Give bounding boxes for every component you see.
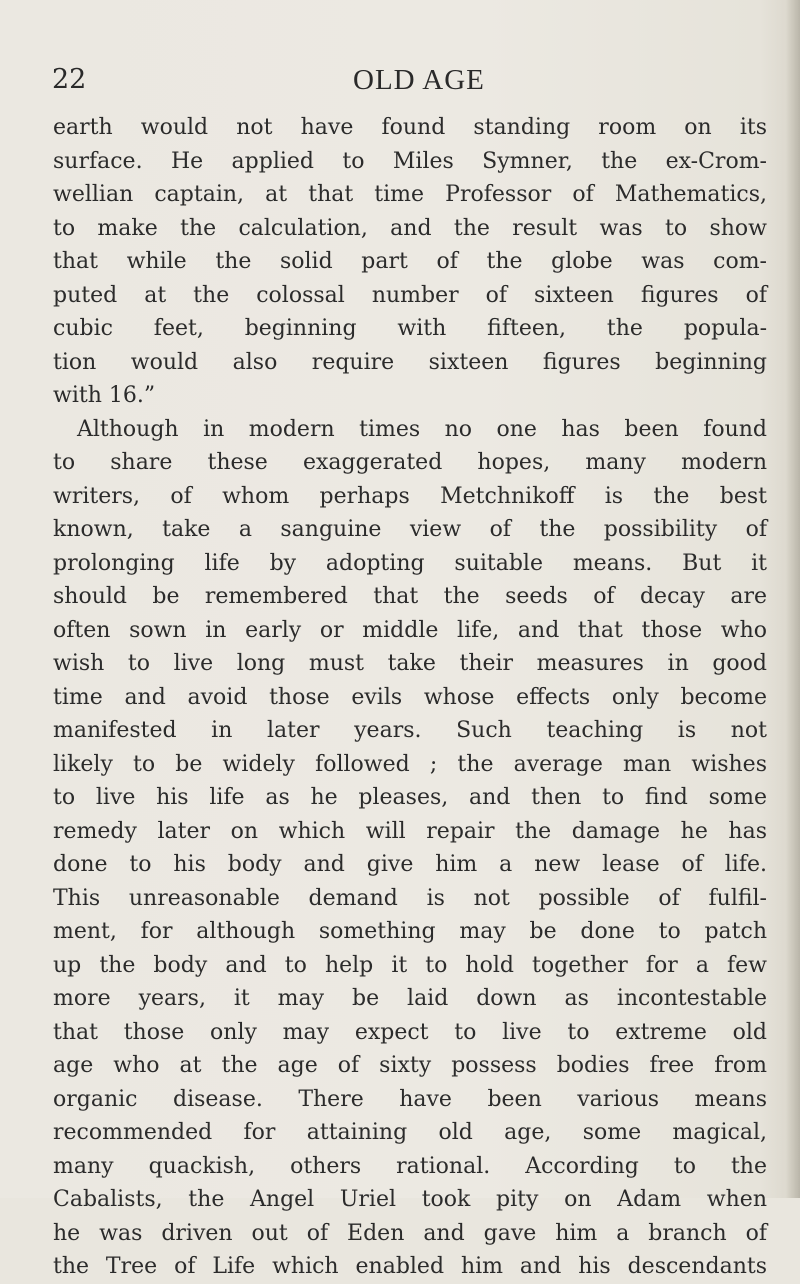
text-line: up the body and to help it to hold together for a few (53, 952, 767, 978)
text-line: wellian captain, at that time Professor of Mathematics, (53, 182, 767, 207)
text-line: many quackish, others rational. According to the (53, 1153, 767, 1179)
running-head: OLD AGE (353, 64, 485, 96)
text-line: surface. He applied to Miles Symner, the ex-Crom- (53, 148, 767, 174)
text-line: known, take a sanguine view of the possibility of (53, 517, 767, 542)
text-line: tion would also require sixteen figures beginning (53, 349, 767, 375)
text-line: to live his life as he pleases, and then to find some (53, 785, 767, 810)
text-line: he was driven out of Eden and gave him a branch of (53, 1220, 767, 1246)
text-line: that those only may expect to live to extreme old (53, 1019, 767, 1045)
body-text (53, 111, 767, 1284)
text-line: more years, it may be laid down as incontestable (53, 986, 767, 1011)
text-line: done to his body and give him a new lease of life. (53, 852, 767, 877)
text-line: often sown in early or middle life, and that those who (53, 617, 767, 643)
text-line: writers, of whom perhaps Metchnikoff is the best (53, 483, 767, 509)
text-line: prolonging life by adopting suitable means. But it (53, 550, 767, 576)
page-edge-shadow (786, 0, 800, 1198)
text-line: to make the calculation, and the result was to show (53, 215, 767, 241)
text-line: earth would not have found standing room on its (53, 115, 767, 140)
text-line: to share these exaggerated hopes, many modern (53, 450, 767, 475)
text-line: manifested in later years. Such teaching is not (53, 718, 767, 743)
text-line: likely to be widely followed ; the average man wishes (53, 751, 767, 777)
text-line: age who at the age of sixty possess bodies free from (53, 1053, 767, 1078)
text-line: puted at the colossal number of sixteen figures of (53, 282, 767, 308)
text-line: ment, for although something may be done to patch (53, 919, 767, 944)
text-line: organic disease. There have been various means (53, 1086, 767, 1112)
text-line: This unreasonable demand is not possible of fulfil- (53, 885, 767, 911)
page-number: 22 (52, 64, 87, 95)
text-line: the Tree of Life which enabled him and his descendants (53, 1254, 767, 1279)
text-line: with 16.” (53, 383, 156, 408)
text-line: that while the solid part of the globe was com- (53, 249, 767, 274)
text-line: remedy later on which will repair the damage he has (53, 818, 767, 844)
text-line: wish to live long must take their measures in good (53, 651, 767, 676)
text-line: should be remembered that the seeds of decay are (53, 584, 767, 609)
paragraph-first-line: Although in modern times no one has been found (77, 416, 767, 442)
text-line: recommended for attaining old age, some magical, (53, 1120, 767, 1145)
text-line: Cabalists, the Angel Uriel took pity on Adam when (53, 1187, 767, 1212)
text-line: cubic feet, beginning with fifteen, the popula- (53, 316, 767, 341)
text-line: time and avoid those evils whose effects only become (53, 684, 767, 710)
